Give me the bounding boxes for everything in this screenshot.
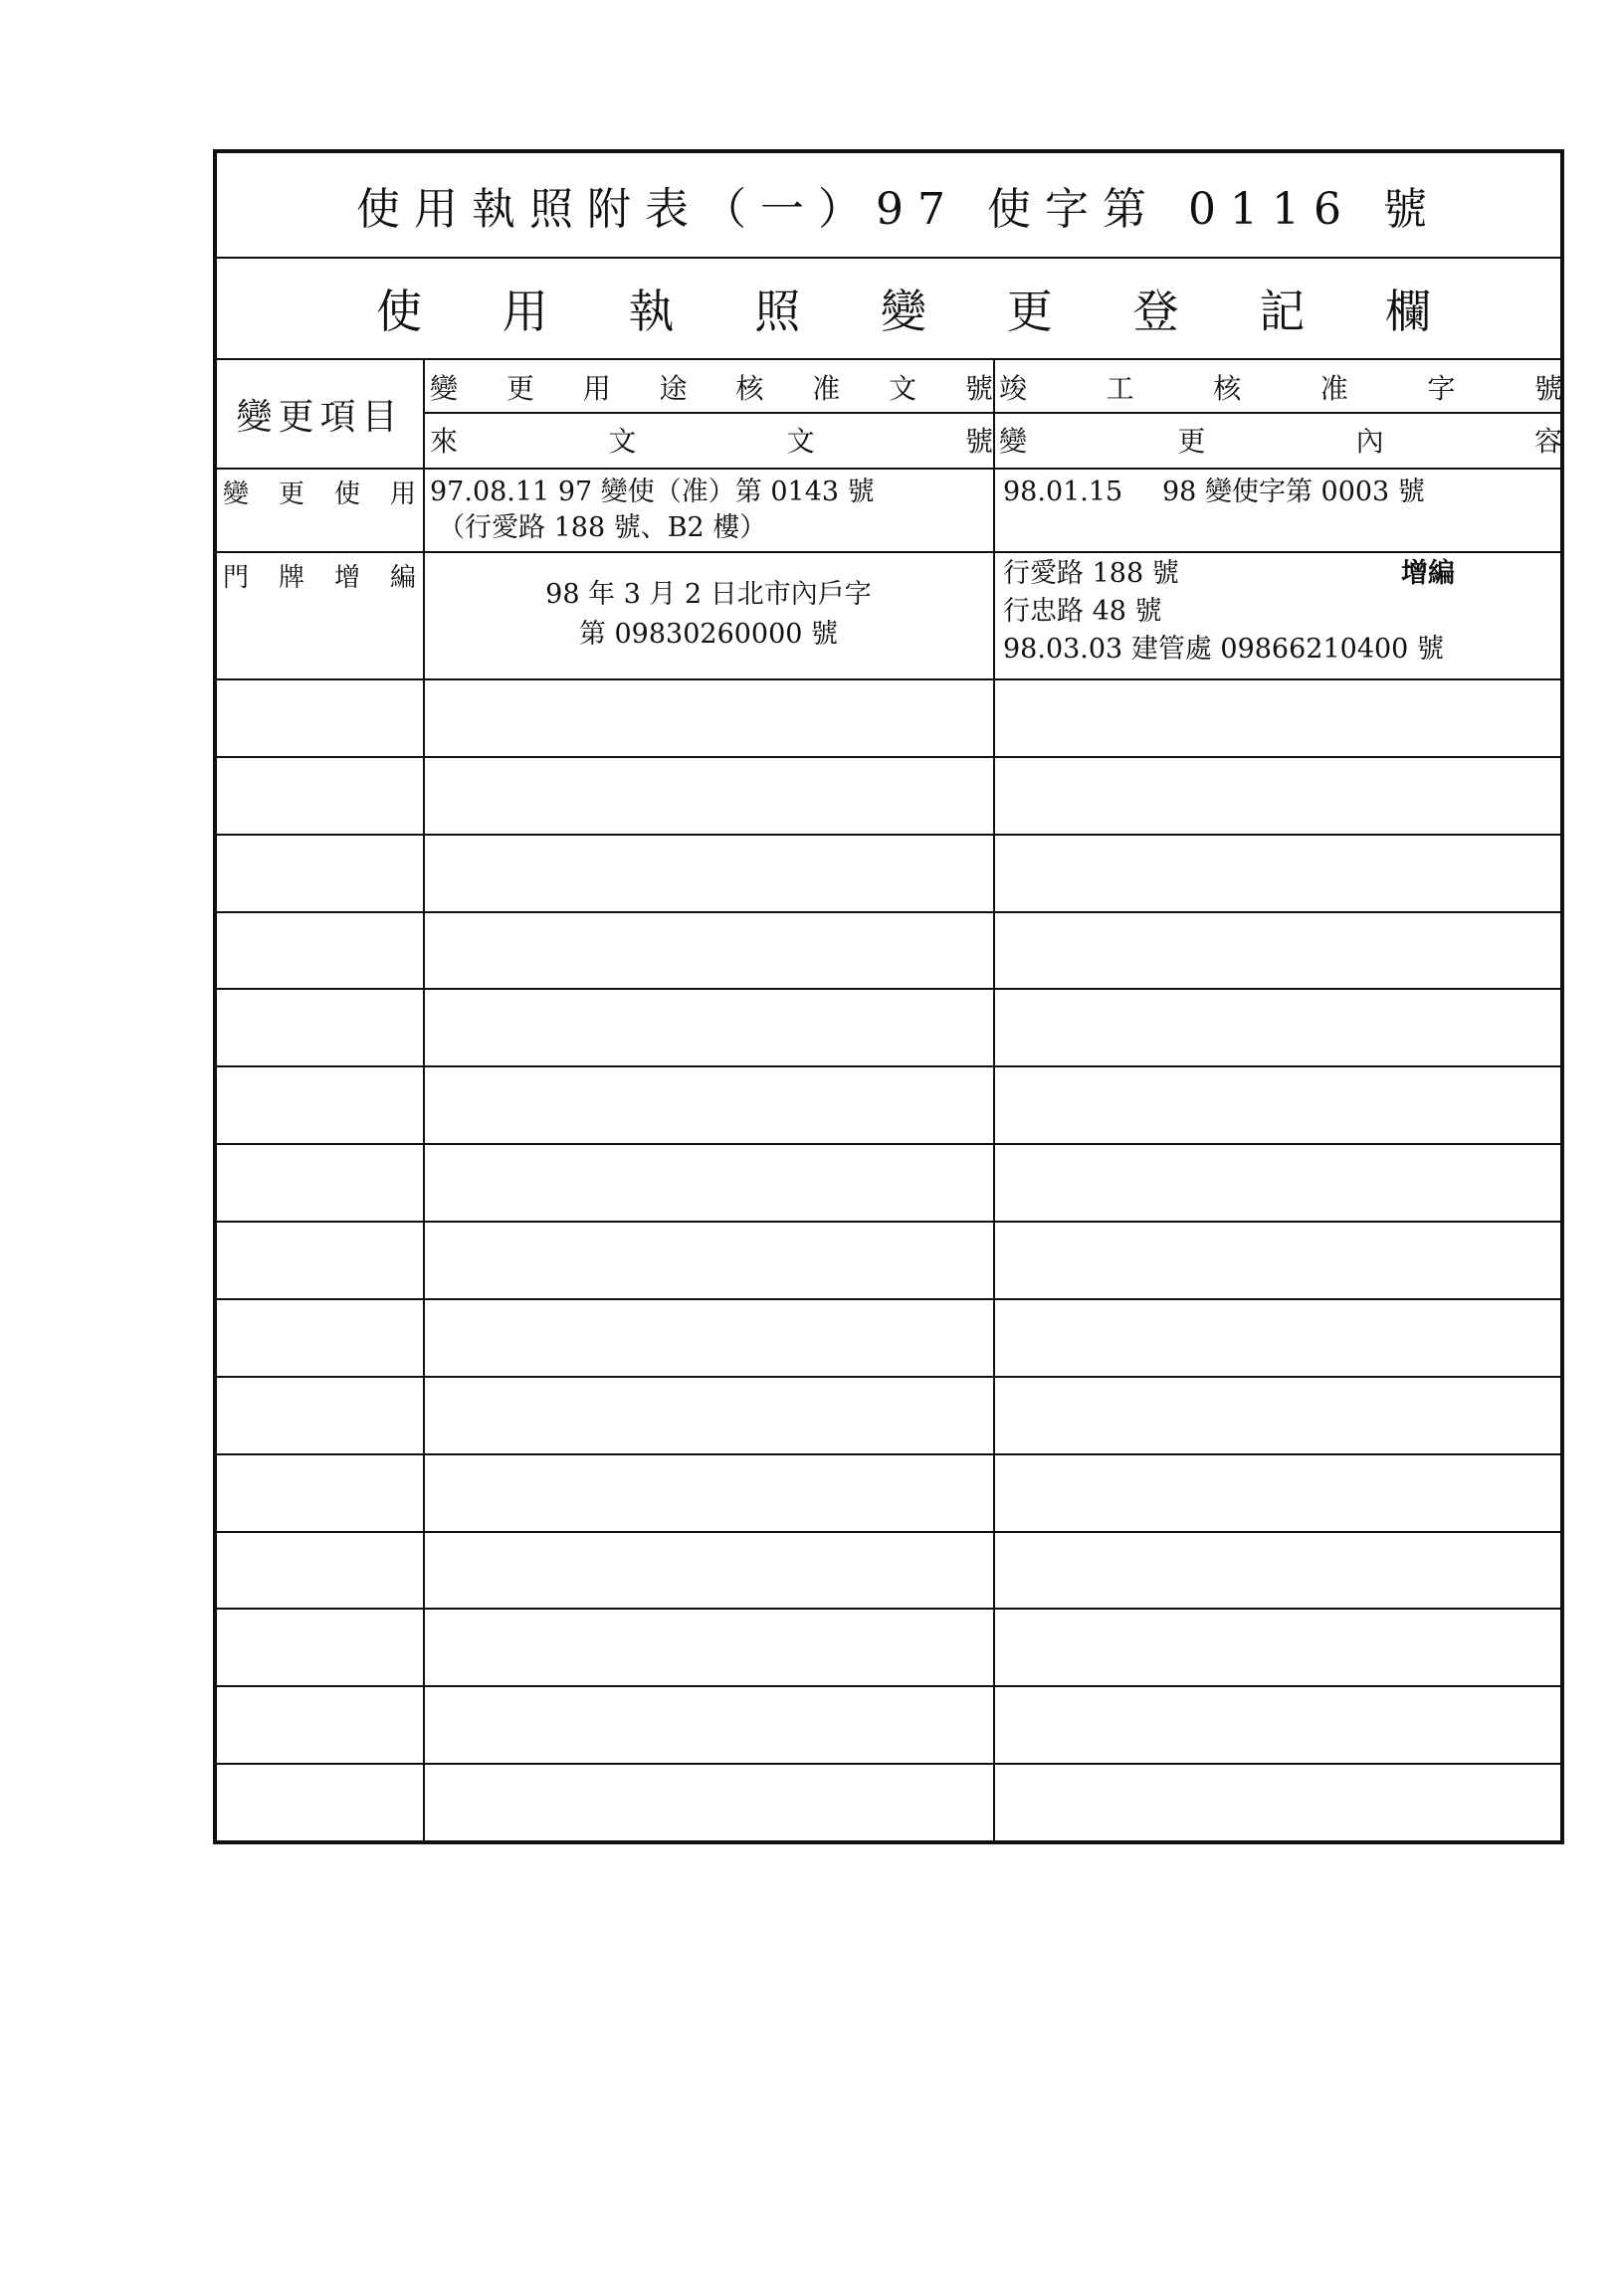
form-title-row xyxy=(217,153,1560,257)
incoming-doc-number-header: 來 文 文 號 xyxy=(430,425,993,458)
empty-row-divider xyxy=(217,1531,1560,1533)
empty-row-divider xyxy=(217,756,1560,758)
completion-approval-number-header: 竣 工 核 准 字 號 xyxy=(999,372,1562,405)
row2-right-line3: 98.03.03 建管處 09866210400 號 xyxy=(1003,634,1444,665)
row2-right-tag: 增編 xyxy=(1401,558,1455,589)
change-content-header: 變 更 內 容 xyxy=(999,425,1562,458)
row2-right-line1: 行愛路 188 號 xyxy=(1003,558,1179,589)
subtitle-char: 登 xyxy=(1132,285,1179,338)
subtitle-char: 欄 xyxy=(1385,285,1431,338)
row2-right-line2: 行忠路 48 號 xyxy=(1003,596,1162,627)
empty-row-divider xyxy=(217,1065,1560,1067)
empty-row-divider xyxy=(217,1143,1560,1145)
row1-right-text: 98 變使字第 0003 號 xyxy=(1162,477,1425,507)
subtitle-char: 使 xyxy=(376,285,422,338)
row-item-change-use: 變 更 使 用 xyxy=(223,478,416,509)
form-subtitle-row xyxy=(217,259,1560,358)
empty-row-divider xyxy=(217,1298,1560,1300)
row2-left-line2: 第 09830260000 號 xyxy=(578,619,839,650)
empty-row-divider xyxy=(217,1453,1560,1455)
subtitle-char: 記 xyxy=(1259,285,1306,338)
approval-doc-number-header: 變 更 用 途 核 准 文 號 xyxy=(430,372,993,405)
empty-row-divider xyxy=(217,1763,1560,1765)
row2-left-line1: 98 年 3 月 2 日北市內戶字 xyxy=(545,579,872,610)
usage-permit-form xyxy=(213,149,1564,1844)
empty-row-divider xyxy=(217,834,1560,836)
divider xyxy=(217,678,1560,680)
column-divider-middle xyxy=(993,358,995,1840)
subtitle-char: 變 xyxy=(881,285,926,338)
empty-row-divider xyxy=(217,1608,1560,1610)
row1-right-date: 98.01.15 xyxy=(1003,477,1123,507)
subtitle-char: 更 xyxy=(1006,285,1053,338)
subtitle-char: 照 xyxy=(754,285,801,338)
divider xyxy=(217,468,1560,470)
empty-row-divider xyxy=(217,1376,1560,1378)
column-divider-item xyxy=(423,358,425,1840)
row2-left-text xyxy=(426,575,991,655)
row-item-address-addition: 門 牌 增 編 xyxy=(223,562,416,593)
change-item-header: 變更項目 xyxy=(236,396,404,438)
empty-row-divider xyxy=(217,1221,1560,1223)
row1-left-line2: （行愛路 188 號、B2 樓） xyxy=(438,512,767,543)
form-subtitle xyxy=(217,276,1560,341)
empty-row-divider xyxy=(217,988,1560,990)
empty-row-divider xyxy=(217,911,1560,913)
empty-row-divider xyxy=(217,1685,1560,1687)
row1-left-line1: 97.08.11 97 變使（准）第 0143 號 xyxy=(430,477,875,507)
subtitle-char: 用 xyxy=(502,285,548,338)
divider xyxy=(217,551,1560,553)
form-title: 使用執照附表（一）97 使字第 0116 號 xyxy=(356,184,1441,235)
subtitle-char: 執 xyxy=(628,285,675,338)
